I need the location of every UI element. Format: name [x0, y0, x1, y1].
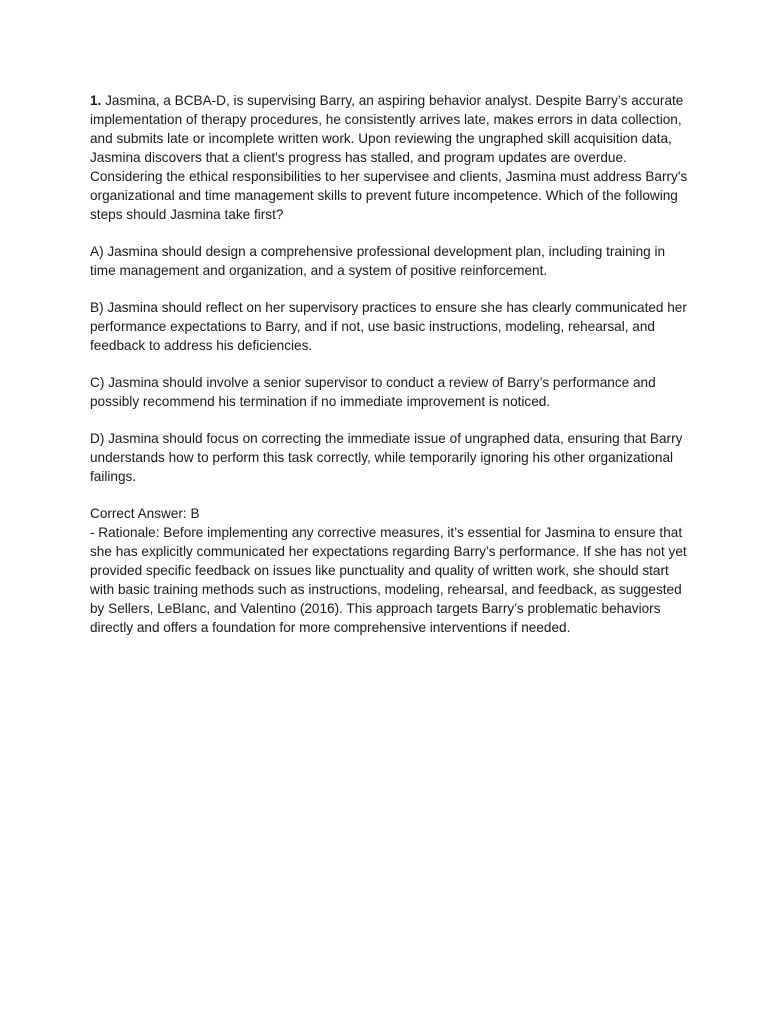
option-d: D) Jasmina should focus on correcting the immediate issue of ungraphed data, ensuring that Barry understands how to perform this task correctly, while temporarily ignoring his other organizational failings.	[90, 431, 683, 484]
option-a: A) Jasmina should design a comprehensive professional development plan, including training in time management and organization, and a system of positive reinforcement.	[90, 244, 666, 278]
correct-answer: Correct Answer: B	[90, 506, 200, 521]
question-paragraph	[90, 91, 690, 224]
option-b: B) Jasmina should reflect on her supervisory practices to ensure she has clearly communicated her performance expectations to Barry, and if not, use basic instructions, modeling, rehearsal, and feedback to address his deficiencies.	[90, 300, 687, 353]
document-page	[90, 91, 690, 637]
question-stem: Jasmina, a BCBA-D, is supervising Barry, an aspiring behavior analyst. Despite Barry’s accurate implementation of therapy procedures, he consistently arrives late, makes errors in data collection, and submits late or incomplete written work. Upon reviewing the ungraphed skill acquisition data, Jasmina discovers that a client's progress has stalled, and program updates are overdue. Considering the ethical responsibilities to her supervisee and clients, Jasmina must address Barry's organizational and time management skills to prevent future incompetence. Which of the following steps should Jasmina take first?	[90, 93, 688, 222]
rationale: - Rationale: Before implementing any corrective measures, it’s essential for Jasmina to ensure that she has explicitly communicated her expectations regarding Barry’s performance. If she has not yet provided specific feedback on issues like punctuality and quality of written work, she should start with basic training methods such as instructions, modeling, rehearsal, and feedback, as suggested by Sellers, LeBlanc, and Valentino (2016). This approach targets Barry’s problematic behaviors directly and offers a foundation for more comprehensive interventions if needed.	[90, 525, 687, 635]
question-number: 1.	[90, 93, 102, 108]
option-c: C) Jasmina should involve a senior supervisor to conduct a review of Barry’s performance and possibly recommend his termination if no immediate improvement is noticed.	[90, 375, 656, 409]
answer-block	[90, 504, 690, 637]
